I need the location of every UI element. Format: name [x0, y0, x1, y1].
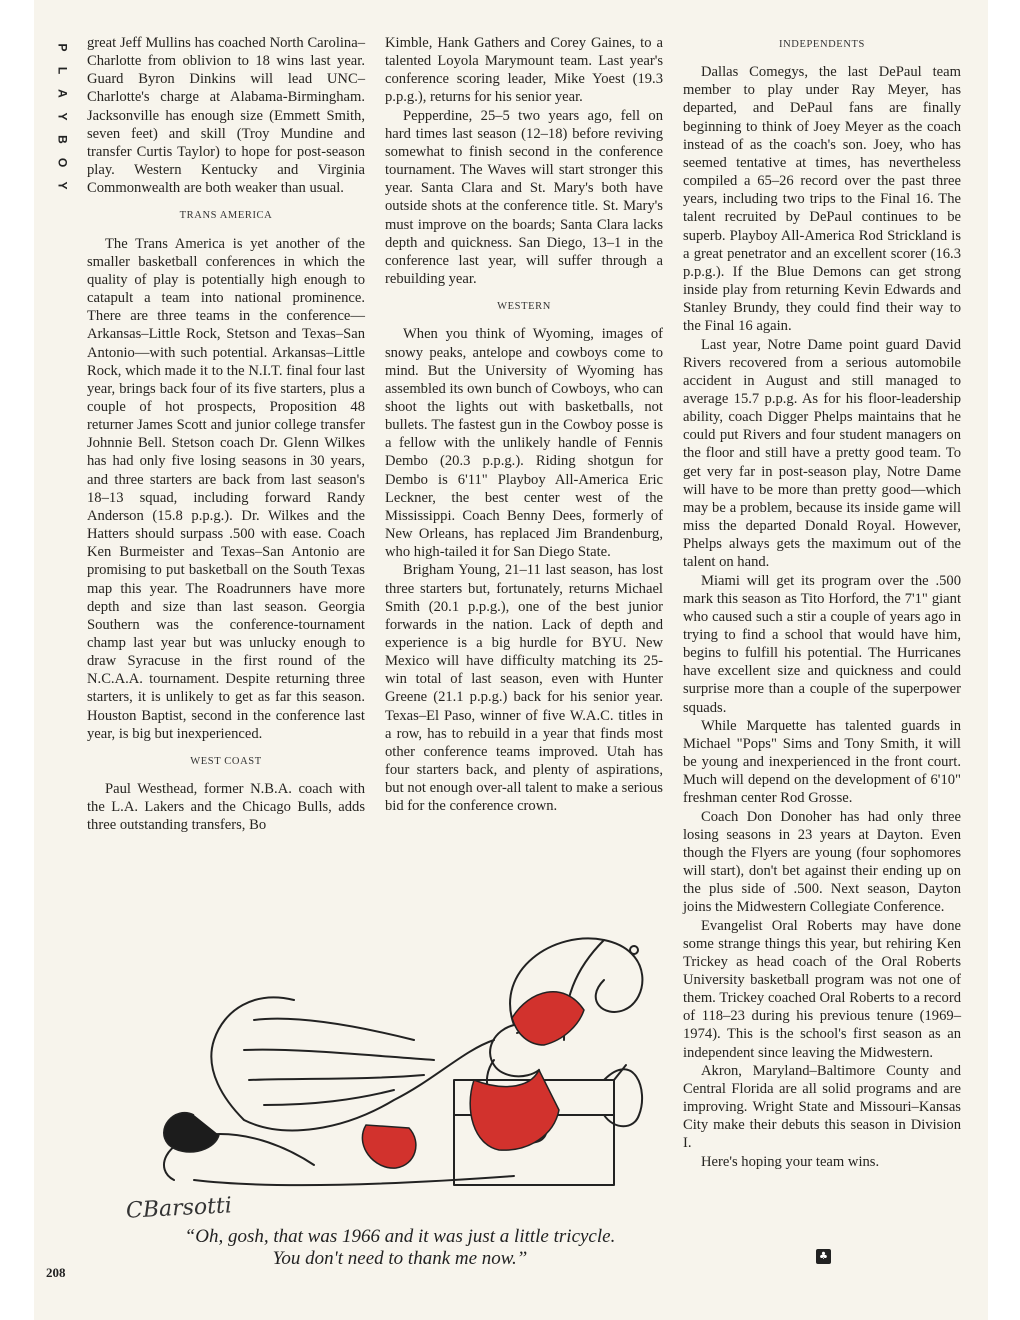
logo-letter: L	[55, 66, 70, 75]
magazine-running-head	[54, 36, 70, 197]
paragraph: Last year, Notre Dame point guard David Rivers recovered from a serious automobile accident in August and still managed to average 15.7 p.p.g. As for his floor-leadership ability, coach Digger Phelps maintains that he could put Rivers and four student managers on the floor and still have a pretty good team. To get very far in post-season play, Notre Dame will have to be more than pretty good—which may be a problem, because its inside game will miss the departed Donald Royal. However, Phelps always gets the maximum out of the talent on hand.	[683, 336, 961, 571]
hair-wave	[244, 1050, 434, 1060]
paragraph: The Trans America is yet another of the smaller basketball conferences in which the quality of play is potentially high enough to catapult a team into national prominence. There are three teams in the conference—Arkansas–Little Rock, Stetson and Texas–San Antonio—with such potential. Arkansas–Little Rock, which made it to the N.I.T. final four last year, brings back four of its five starters, plus a couple of hot prospects, Proposition 48 returner James Scott and junior college transfer Johnnie Bell. Stetson coach Dr. Glenn Wilkes has had only five losing seasons in 30 years, and three starters are back from last season's 18–13 squad, including forward Randy Anderson (15.8 p.p.g.). Dr. Wilkes and the Hatters should surpass .500 with ease. Coach Ken Burmeister and Texas–San Antonio are promising to put basketball on the South Texas map this year. The Roadrunners have more depth and size than last season. Georgia Southern was the conference-tournament champ last year but was unlucky enough to draw Syracuse in the first round of the N.C.A.A. tournament. Despite returning three starters, it is unlikely to get as far this season. Houston Baptist, second in the conference last year, is big but inexperienced.	[87, 235, 365, 742]
section-heading: TRANS AMERICA	[179, 210, 273, 222]
cartoon-caption: “Oh, gosh, that was 1966 and it was just a little tricycle. You don't need to thank me now.”	[184, 1226, 616, 1269]
paragraph: Pepperdine, 25–5 two years ago, fell on hard times last season (12–18) before reviving somewhat to finish second in the conference tournament. The Waves will start stronger this year. Santa Clara and St. Mary's both have outside shots at the conference title. St. Mary's must improve on the boards; Santa Clara lacks depth and quickness. San Diego, 13–1 in the conference last year, will suffer through a rebuilding year.	[385, 107, 663, 288]
playboy-bunny-icon: ♣	[816, 1249, 831, 1264]
paragraph: While Marquette has talented guards in Michael "Pops" Sims and Tony Smith, it will be young and inexperienced in the front court. Much will depend on the development of 6'10" freshman center Rod Grosse.	[683, 717, 961, 807]
cartoon-illustration	[134, 930, 654, 1210]
paragraph: Evangelist Oral Roberts may have done some strange things this year, but rehiring Ken Trickey as head coach of the Oral Roberts University basketball program was not one of them. Trickey coached Oral Roberts to a record of 118–23 during his previous tenure (1969–1974). This is the school's first season as an independent since leaving the Midwestern.	[683, 917, 961, 1061]
text-column-1	[87, 34, 365, 835]
hair-outline	[211, 997, 494, 1130]
paragraph: Paul Westhead, former N.B.A. coach with the L.A. Lakers and the Chicago Bulls, adds three outstanding transfers, Bo	[87, 781, 365, 834]
santa-suit	[470, 1070, 559, 1150]
section-heading: INDEPENDENTS	[779, 39, 865, 50]
logo-letter: A	[55, 89, 70, 98]
page-number: 208	[46, 1265, 66, 1280]
logo-letter: B	[55, 135, 70, 144]
hair-wave	[264, 1090, 394, 1105]
logo-letter: Y	[55, 181, 70, 190]
logo-letter: P	[55, 43, 70, 52]
paragraph: Dallas Comegys, the last DePaul team member to play under Ray Meyer, has departed, and DePaul fans are finally beginning to think of Joey Meyer as the coach instead of as the coach's son. Joey, who has seemed tentative at times, has nevertheless compiled a 65–26 record over the past three years, including two trips to the Final 16. The talent recruited by DePaul continues to be superb. Playboy All-America Rod Strickland is a great penetrator and an excellent scorer (16.3 p.p.g.). If the Blue Demons can get strong inside play from returning Kevin Edwards and Stanley Brundy, they could find their way to the Final 16 again.	[683, 64, 961, 335]
paragraph: Here's hoping your team wins.	[701, 1153, 880, 1170]
cartoonist-signature: CBarsotti	[125, 1193, 233, 1224]
magazine-page	[34, 0, 988, 1320]
section-heading: WESTERN	[497, 301, 551, 313]
text-column-2	[385, 34, 663, 816]
section-heading: WEST COAST	[190, 755, 262, 767]
paragraph: Akron, Maryland–Baltimore County and Central Florida are all solid programs and are improving. Wright State and Missouri–Kansas City make their debuts this season in Division I.	[683, 1062, 961, 1152]
logo-letter: O	[55, 157, 70, 168]
paragraph: Kimble, Hank Gathers and Corey Gaines, to a talented Loyola Marymount team. Last year's conference scoring leader, Mike Yoest (19.3 p.p.g.), returns for his senior year.	[385, 35, 663, 106]
paragraph: Coach Don Donoher has had only three losing seasons in 23 years at Dayton. Even though the Flyers are young (four sophomores will start), don't bet against their ending up on the plus side of .500. Next season, Dayton joins the Midwestern Collegiate Conference.	[683, 808, 961, 916]
paragraph: Miami will get its program over the .500 mark this season as Tito Horford, the 7'1" giant who caused such a stir a couple of years ago in trying to find a school that would have him, begins to fulfill his potential. The Hurricanes have excellent size and quickness and could surprise more than a couple of the superpower squads.	[683, 572, 961, 716]
hat-pompom	[630, 946, 638, 954]
red-garment	[362, 1125, 415, 1168]
santa-hat	[512, 992, 584, 1045]
logo-letter: Y	[55, 112, 70, 121]
hair-wave	[249, 1075, 424, 1080]
paragraph: Brigham Young, 21–11 last season, has lost three starters but, fortunately, returns Michael Smith (20.1 p.p.g.), one of the best junior forwards in the nation. Lack of depth and experience is a big hurdle for BYU. New Mexico will have difficulty matching its 25-win total of last season, even with Hunter Greene (21.1 p.p.g.) back for his senior year. Texas–El Paso, winner of five W.A.C. titles in a row, has to rebuild in a year that finds most other conference teams improved. Utah has four starters back, and plenty of aspirations, but not enough over-all talent to make a serious bid for the conference crown.	[385, 562, 663, 815]
sack-tie	[614, 1065, 626, 1080]
floor-line	[194, 1176, 514, 1185]
paragraph: great Jeff Mullins has coached North Carolina–Charlotte from oblivion to 18 wins last year. Guard Byron Dinkins will lead UNC–Charlotte's charge at Alabama-Birmingham. Jacksonville has enough size (Emmett Smith, seven feet) and skill (Troy Mundine and transfer Curtis Taylor) to hope for post-season play. Western Kentucky and Virginia Commonwealth are both weaker than usual.	[87, 35, 365, 197]
text-column-3	[683, 34, 961, 1171]
hair-wave	[254, 1019, 414, 1040]
toy-sack	[604, 1069, 642, 1126]
girl-dark-hair	[164, 1113, 219, 1152]
paragraph: When you think of Wyoming, images of snowy peaks, antelope and cowboys come to mind. But the University of Wyoming has assembled its own bunch of Cowboys, who can shoot the lights out with basketballs, not bullets. The fastest gun in the Cowboy posse is a fellow with the unlikely handle of Fennis Dembo (20.3 p.p.g.). Riding shotgun for Dembo is 6'11" Playboy All-America Eric Leckner, the best center west of the Mississippi. Coach Benny Dees, formerly of New Orleans, has replaced Jim Brandenburg, who high-tailed it for San Diego State.	[385, 326, 663, 561]
